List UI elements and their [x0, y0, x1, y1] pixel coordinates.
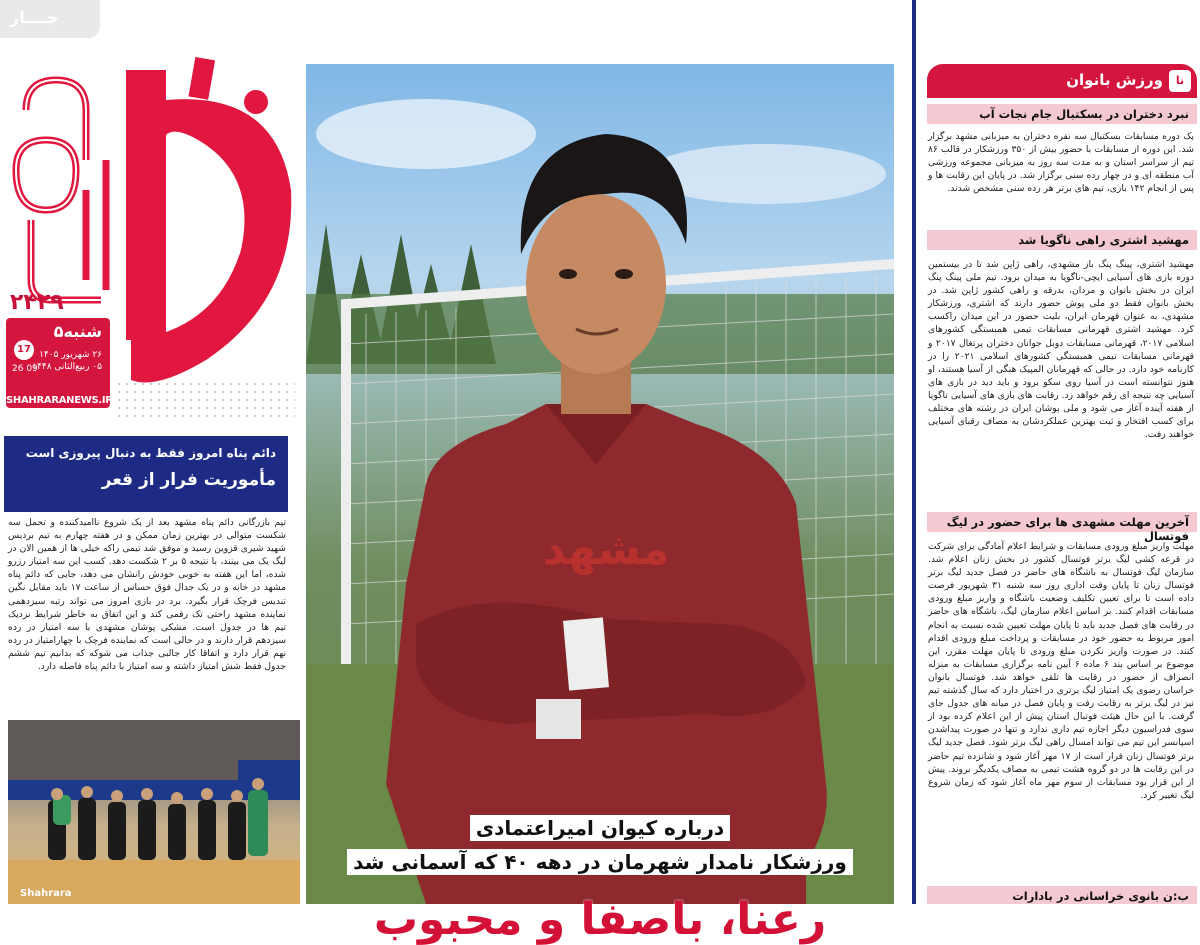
section-tag: جــــار [0, 0, 100, 38]
section-badge: نا [1169, 70, 1191, 92]
footballer-portrait [306, 64, 894, 904]
story-title-3: آخرین مهلت مشهدی ها برای حضور در لیگ فوتسال [927, 512, 1197, 532]
hero-kicker-1: درباره کیوان امیراعتمادی [306, 816, 894, 840]
weekday: ۵شنبه [53, 322, 102, 341]
photo-credit: Shahrara [20, 888, 72, 899]
hero-headline: رعنا، باصفا و محبوب [373, 894, 827, 945]
day-number: 17 [14, 340, 34, 360]
story-title-4: ب:ن بانوی خراسانی در بادارات [927, 886, 1197, 904]
section-header [927, 64, 1197, 98]
left-story-body: تیم بازرگانی دائم پناه مشهد بعد از یک شروع ناامیدکننده و تحمل سه شکست متوالی در بهترین زمان ممکن و در هفته چهارم به تیم بردیس شهید شیری قزوین رسید و موفق شد تیمی راکه خیلی ها از همین الان در لیگ یک می بینند، با نتیجه ۵ بر ۲ شکست دهد. کسب این سه امتیاز رزرو شده، اما این هفته به خوبی خودش رانشان می دهد، جایی که دائم پناه مشهد در خانه و در یک جدال فوق حساس از ساعت ۱۷ باید مقابل نگین تندیس فرچک قرار بگیرد. برد در بازی امروز می تواند رتبه سیزدهمی نماینده مشهد راحتی تک رقمی کند و این اتفاق به خاطر شرایط نزدیک تیم ها در جدول است. مشکی پوشان مشهدی با سه امتیاز در رده سیزدهم قرار دارند و در حالی است که نماینده فرچک با چهارامتیاز در رده نهم قرار دارد و اتفاقا کار جالبی جذاب می شوکه که بدانیم تیم ششم جدول فقط شش امتیاز داشته و سه امتیاز با دائم پناه فاصله دارد. [8, 517, 287, 673]
story-title-2: مهشید اشتری راهی ناگویا شد [927, 230, 1197, 250]
decorative-dots [115, 380, 295, 420]
date-persian: ۲۶ شهریور ۱۴۰۵ [39, 350, 102, 360]
date-box [6, 318, 113, 408]
story-body-1: یک دوره مسابقات بسکتبال سه نفره دختران به میزبانی مشهد برگزار شد. این دوره از مسابقات با حضور بیش از ۳۵۰ ورزشکار در قالب ۸۶ تیم از سراسر استان و به مدت سه روز به میزبانی مجموعه ورزشی آب منطقه ای و در چهار رده سنی برگزار شد. در پایان این رقابت ها و پس از انجام ۱۴۲ بازی، تیم های برتر هر رده سنی مشخص شدند. [928, 131, 1195, 195]
story-body-3: مهلت واریز مبلغ ورودی مسابقات و شرایط اعلام آمادگی برای شرکت در قرعه کشی لیگ برتر فوتسال کشور در بخش زنان اعلام شد. سازمان لیگ فوتسال به باشگاه های حاضر در فصل جدید لیگ برتر فوتسال زنان تا پایان وقت اداری روز سه شنبه ۳۱ شهریور فرصت داده است تا برای تعیین تکلیف وضعیت باشگاه و واریز مبلغ ورودی مسابقات اقدام کنند. بر اساس اعلام سازمان لیگ، باشگاه های حاضر در رقابت های فصل جدید باید تا پایان مهلت تعیین شده نسبت به انجام امور مربوط به حضور خود در مسابقات و پرداخت مبلغ ورودی اقدام کنند. در صورت واریز نکردن مبلغ ورودی تا پایان مهلت مقرر، این موضوع بر اساس بند ۶ ماده ۶ آیین نامه برگزاری مسابقات به منزله انصراف از حضور در رقابت ها تلقی خواهد شد. فوتسال بانوان خراسان رضوی یک امتیاز لیگ برتری در اختیار دارد که سال گذشته تیم نیز در لیگ برتر به رقابت رفت و پایان فصل در میانه های جدول جای گرفت. با این حال هیئت فوتبال استان پیش از این اعلام کرده بود از سوی فدراسیون دیگر اجازه تیم داری ندارد و تنها در صورت پیداشدن اسپانسر این تیم می تواند امسال راهی لیگ برتر شود. فصل جدید لیگ برتر فوتسال زنان قرار است از ۱۷ مهر آغاز شود و شانزده تیم حاضر در این رقابت ها در دو گروه هشت تیمی به مصاف یکدیگر بروند. پیش از این قرار بود مسابقات از سوم مهر ماه آغاز شود که زمان شروع لیگ تغییر کرد. [928, 541, 1194, 801]
left-story-title: مأموریت فرار از قعر [101, 470, 276, 490]
left-story-kicker: دائم پناه امروز فقط به دنبال پیروزی است [25, 446, 276, 460]
date-gregorian: 26 09 [12, 364, 38, 374]
jersey-text: مشهد [542, 524, 670, 575]
left-story-header [4, 436, 288, 512]
futsal-team-illustration [8, 720, 300, 904]
section-title: ورزش بانوان [1066, 71, 1163, 89]
issue-number: ۲۴۲۹ [10, 290, 64, 315]
hero-photo [306, 64, 894, 945]
hero-kicker-2: ورزشکار نامدار شهرمان در دهه ۴۰ که آسمانی شد [306, 850, 894, 874]
story-title-1: نبرد دختران در بسکتبال جام نجات آب [927, 104, 1197, 124]
story-body-2: مهشید اشتری، پینگ پنگ باز مشهدی، راهی ژاپن شد تا در بیستمین دوره بازی های آسیایی ایچی-ناگویا به میدان برود. تیم ملی پینگ پنگ ایران در بخش بانوان و مردان، بدرقه و راهی کشور ژاپن شد. در بخش بانوان فقط دو ملی پوش حضور دارند که اشتری، ورزشکار مشهدی، به عنوان قهرمان ایران، بلیت حضور در این میدان راکسب کرد. مهشید اشتری قهرمانی مسابقات تیمی همبستگی کشورهای اسلامی ۲۰۱۷، قهرمانی مسابقات دوبل جوانان دختران پرتغال ۲۰۱۷ و قهرمانی مسابقات تیمی همبستگی کشورهای اسلامی ۲۰۲۱ را در کارنامه خود دارد. در حالی که قهرمانان المپیک هنگی از آسیا هستند، او هنوز نتوانسته است در آسیا روی سکو برود و باید دید در بازی های آسیایی چه نتیجه ای رقم خواهد زد. رقابت های بازی های آسیایی ناگویا از هفته آینده آغاز می شود و ملی پوشان ایران در رشته های مختلف برای کسب افتخار و ثبت بهترین عملکردشان به مصاف رقبای آسیایی خواهند رفت. [928, 259, 1195, 441]
column-divider [912, 0, 916, 904]
website-link[interactable]: SHAHRARANEWS.IR [6, 395, 113, 406]
futsal-team-photo [8, 720, 300, 904]
date-hijri: ۰۵ ربیع‌الثانی ۱۴۴۸ [32, 362, 102, 372]
